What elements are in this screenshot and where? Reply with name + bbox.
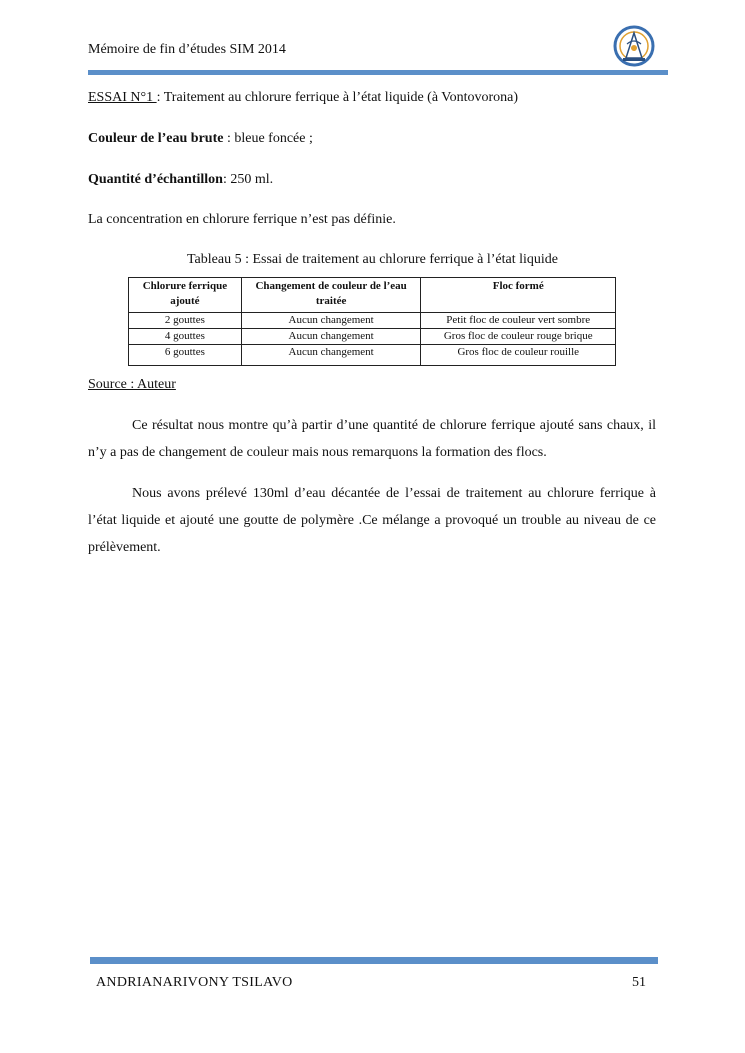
paragraph-prelevement: Nous avons prélevé 130ml d’eau décantée de l’essai de traitement au chlorure ferrique à l’état liquide et ajouté une goutte de polymère .Ce mélange a provoqué un trouble au niveau de ce prélèvement. xyxy=(88,486,656,555)
header-floc: Floc formé xyxy=(421,278,616,313)
table-row xyxy=(129,345,616,366)
couleur-label: Couleur de l’eau brute xyxy=(88,131,224,146)
table-cell: Gros floc de couleur rouille xyxy=(421,345,616,366)
footer-author: ANDRIANARIVONY TSILAVO xyxy=(96,975,293,990)
table-caption: Tableau 5 : Essai de traitement au chlorure ferrique à l’état liquide xyxy=(186,252,559,267)
couleur-value: : bleue foncée ; xyxy=(223,131,313,146)
header-changement: Changement de couleur de l’eau traitée xyxy=(241,278,421,313)
results-table xyxy=(128,277,616,366)
quantite-value: : 250 ml. xyxy=(222,172,274,187)
table-source: Source : Auteur xyxy=(88,377,176,392)
university-logo-icon xyxy=(612,24,656,68)
table-cell: Aucun changement xyxy=(241,329,421,345)
quantite-line xyxy=(88,172,273,188)
table-cell: 4 gouttes xyxy=(129,329,242,345)
quantite-label: Quantité d’échantillon xyxy=(88,172,223,187)
couleur-line xyxy=(88,131,313,147)
table-header-row xyxy=(129,278,616,313)
table-cell: Petit floc de couleur vert sombre xyxy=(421,313,616,329)
paragraph-result: Ce résultat nous montre qu’à partir d’une quantité de chlorure ferrique ajouté sans chaux, il n’y a pas de changement de couleur mais nous remarquons la formation des flocs. xyxy=(88,418,656,460)
footer-rule xyxy=(90,957,658,964)
table-cell: Gros floc de couleur rouge brique xyxy=(421,329,616,345)
essai-text: : Traitement au chlorure ferrique à l’état liquide (à Vontovorona) xyxy=(156,90,519,105)
header-rule xyxy=(88,70,668,75)
header-title: Mémoire de fin d’études SIM 2014 xyxy=(88,42,286,57)
table-cell: 2 gouttes xyxy=(129,313,242,329)
page-number: 51 xyxy=(632,975,646,990)
table-cell: 6 gouttes xyxy=(129,345,242,366)
essai-line xyxy=(88,90,518,106)
table-row xyxy=(129,329,616,345)
concentration-note: La concentration en chlorure ferrique n’est pas définie. xyxy=(88,212,396,227)
table-row xyxy=(129,313,616,329)
header-chlorure: Chlorure ferrique ajouté xyxy=(129,278,242,313)
essai-label: ESSAI N°1 xyxy=(88,90,157,105)
table-cell: Aucun changement xyxy=(241,313,421,329)
table-cell: Aucun changement xyxy=(241,345,421,366)
